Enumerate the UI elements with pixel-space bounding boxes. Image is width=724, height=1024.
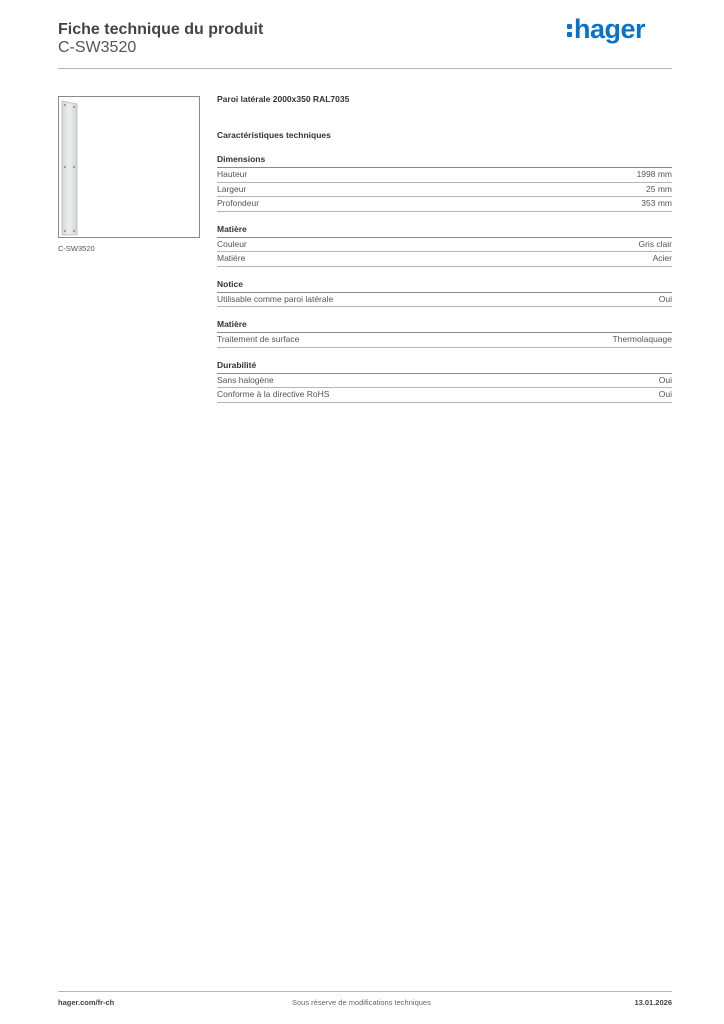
- spec-row: [217, 168, 672, 183]
- document-subtitle: C-SW3520: [58, 39, 137, 56]
- row-value: Acier: [652, 253, 672, 263]
- logo-dots-icon: [567, 21, 573, 40]
- row-value: 25 mm: [646, 183, 672, 194]
- section-title: Dimensions: [217, 154, 672, 168]
- row-value: Oui: [658, 374, 672, 385]
- spec-row: [217, 293, 672, 308]
- spec-row: [217, 183, 672, 198]
- row-value: Oui: [658, 293, 672, 304]
- content: [217, 94, 672, 403]
- product-image-frame: [58, 96, 200, 238]
- logo-text: hager: [574, 14, 646, 44]
- spec-row: [217, 252, 672, 267]
- footer-date: 13.01.2026: [634, 998, 672, 1007]
- spec-section: [217, 224, 672, 267]
- spec-section: [217, 360, 672, 403]
- spec-row: [217, 374, 672, 389]
- row-label: Profondeur: [217, 198, 260, 208]
- row-label: Utilisable comme paroi latérale: [217, 293, 334, 304]
- row-label: Traitement de surface: [217, 334, 300, 344]
- spec-row: [217, 238, 672, 253]
- row-label: Sans halogène: [217, 374, 274, 385]
- spec-row: [217, 388, 672, 403]
- row-label: Conforme à la directive RoHS: [217, 389, 330, 399]
- row-label: Couleur: [217, 238, 247, 249]
- section-title: Matière: [217, 319, 672, 333]
- section-title: Durabilité: [217, 360, 672, 374]
- row-label: Matière: [217, 253, 246, 263]
- spec-row: [217, 197, 672, 212]
- footer-divider: [58, 991, 672, 992]
- spec-heading: Caractéristiques techniques: [217, 130, 331, 140]
- row-value: Gris clair: [638, 238, 672, 249]
- row-value: 353 mm: [641, 198, 672, 208]
- section-title: Notice: [217, 279, 672, 293]
- document-title: Fiche technique du produit: [58, 21, 264, 38]
- header-divider: [58, 68, 672, 69]
- footer-website: hager.com/fr-ch: [58, 998, 115, 1007]
- product-name: Paroi latérale 2000x350 RAL7035: [217, 94, 350, 104]
- row-value: 1998 mm: [636, 169, 672, 179]
- section-title: Matière: [217, 224, 672, 238]
- row-value: Thermolaquage: [612, 334, 672, 344]
- spec-section: [217, 319, 672, 348]
- spec-row: [217, 333, 672, 348]
- spec-section: [217, 279, 672, 308]
- row-label: Hauteur: [217, 169, 248, 179]
- row-label: Largeur: [217, 183, 247, 194]
- row-value: Oui: [658, 389, 672, 399]
- spec-section: [217, 154, 672, 212]
- side-panel-icon: [59, 97, 199, 237]
- image-caption: C-SW3520: [58, 244, 95, 253]
- hager-logo: [567, 14, 645, 45]
- footer-note: Sous réserve de modifications techniques: [292, 998, 431, 1007]
